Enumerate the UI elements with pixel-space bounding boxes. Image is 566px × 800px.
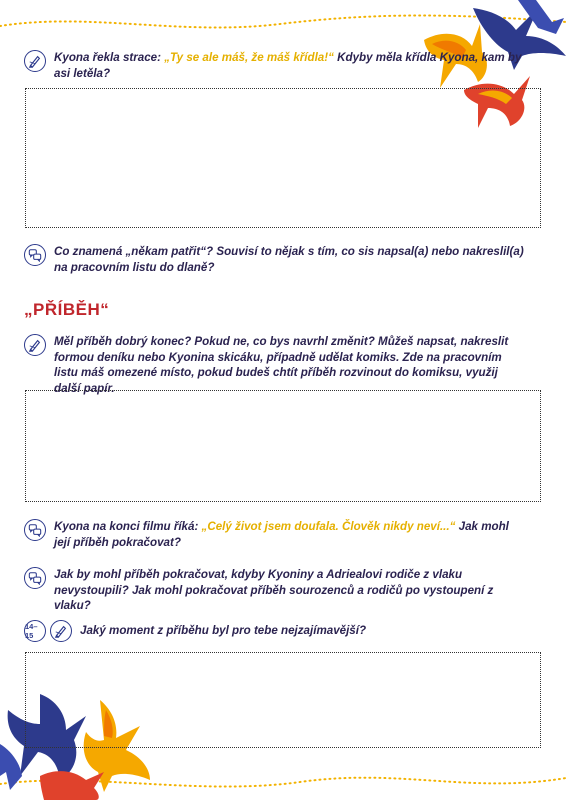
question-1 — [24, 50, 524, 81]
question-6-text: Jaký moment z příběhu byl pro tebe nejzajímavější? — [80, 624, 367, 637]
question-4-rest: Jak mohl její příběh pokračovat? — [54, 520, 509, 549]
speech-bubbles-icon — [24, 519, 46, 541]
question-2 — [24, 244, 524, 275]
question-5 — [24, 567, 524, 614]
question-1-quote: „Ty se ale máš, že máš křídla!“ — [164, 51, 334, 64]
age-badge: 14–15 — [24, 620, 46, 642]
question-4-quote: „Celý život jsem doufala. Člověk nikdy neví...“ — [201, 520, 456, 533]
question-3 — [24, 334, 524, 396]
question-4-lead: Kyona na konci filmu říká: — [54, 520, 202, 533]
speech-bubbles-icon — [24, 567, 46, 589]
question-1-rest: Kdyby měla křídla Kyona, kam by asi letěla? — [54, 51, 522, 80]
answer-box-3[interactable] — [25, 652, 541, 748]
section-heading: „PŘÍBĚH“ — [24, 300, 110, 319]
answer-box-1[interactable] — [25, 88, 541, 228]
pencil-writing-icon — [50, 620, 72, 642]
question-6 — [24, 620, 524, 642]
pencil-writing-icon — [24, 334, 46, 356]
pencil-writing-icon — [24, 50, 46, 72]
question-3-text: Měl příběh dobrý konec? Pokud ne, co bys navrhl změnit? Můžeš napsat, nakreslit formou deníku nebo Kyonina skicáku, případně udělat komiks. Zde na pracovním listu máš omezené místo, pokud budeš chtít příběh rozvinout do komiksu, využij další papír. — [54, 335, 509, 395]
question-2-text: Co znamená „někam patřit“? Souvisí to nějak s tím, co sis napsal(a) nebo nakreslil(a) na pracovním listu do dlaně? — [54, 245, 524, 274]
question-4 — [24, 519, 524, 550]
question-5-text: Jak by mohl příběh pokračovat, kdyby Kyoniny a Adriealovi rodiče z vlaku nevystoupili? Jak mohl pokračovat příběh sourozenců a rodičů po vystoupení z vlaku? — [54, 568, 494, 612]
answer-box-2[interactable] — [25, 390, 541, 502]
speech-bubbles-icon — [24, 244, 46, 266]
question-1-lead: Kyona řekla strace: — [54, 51, 165, 64]
